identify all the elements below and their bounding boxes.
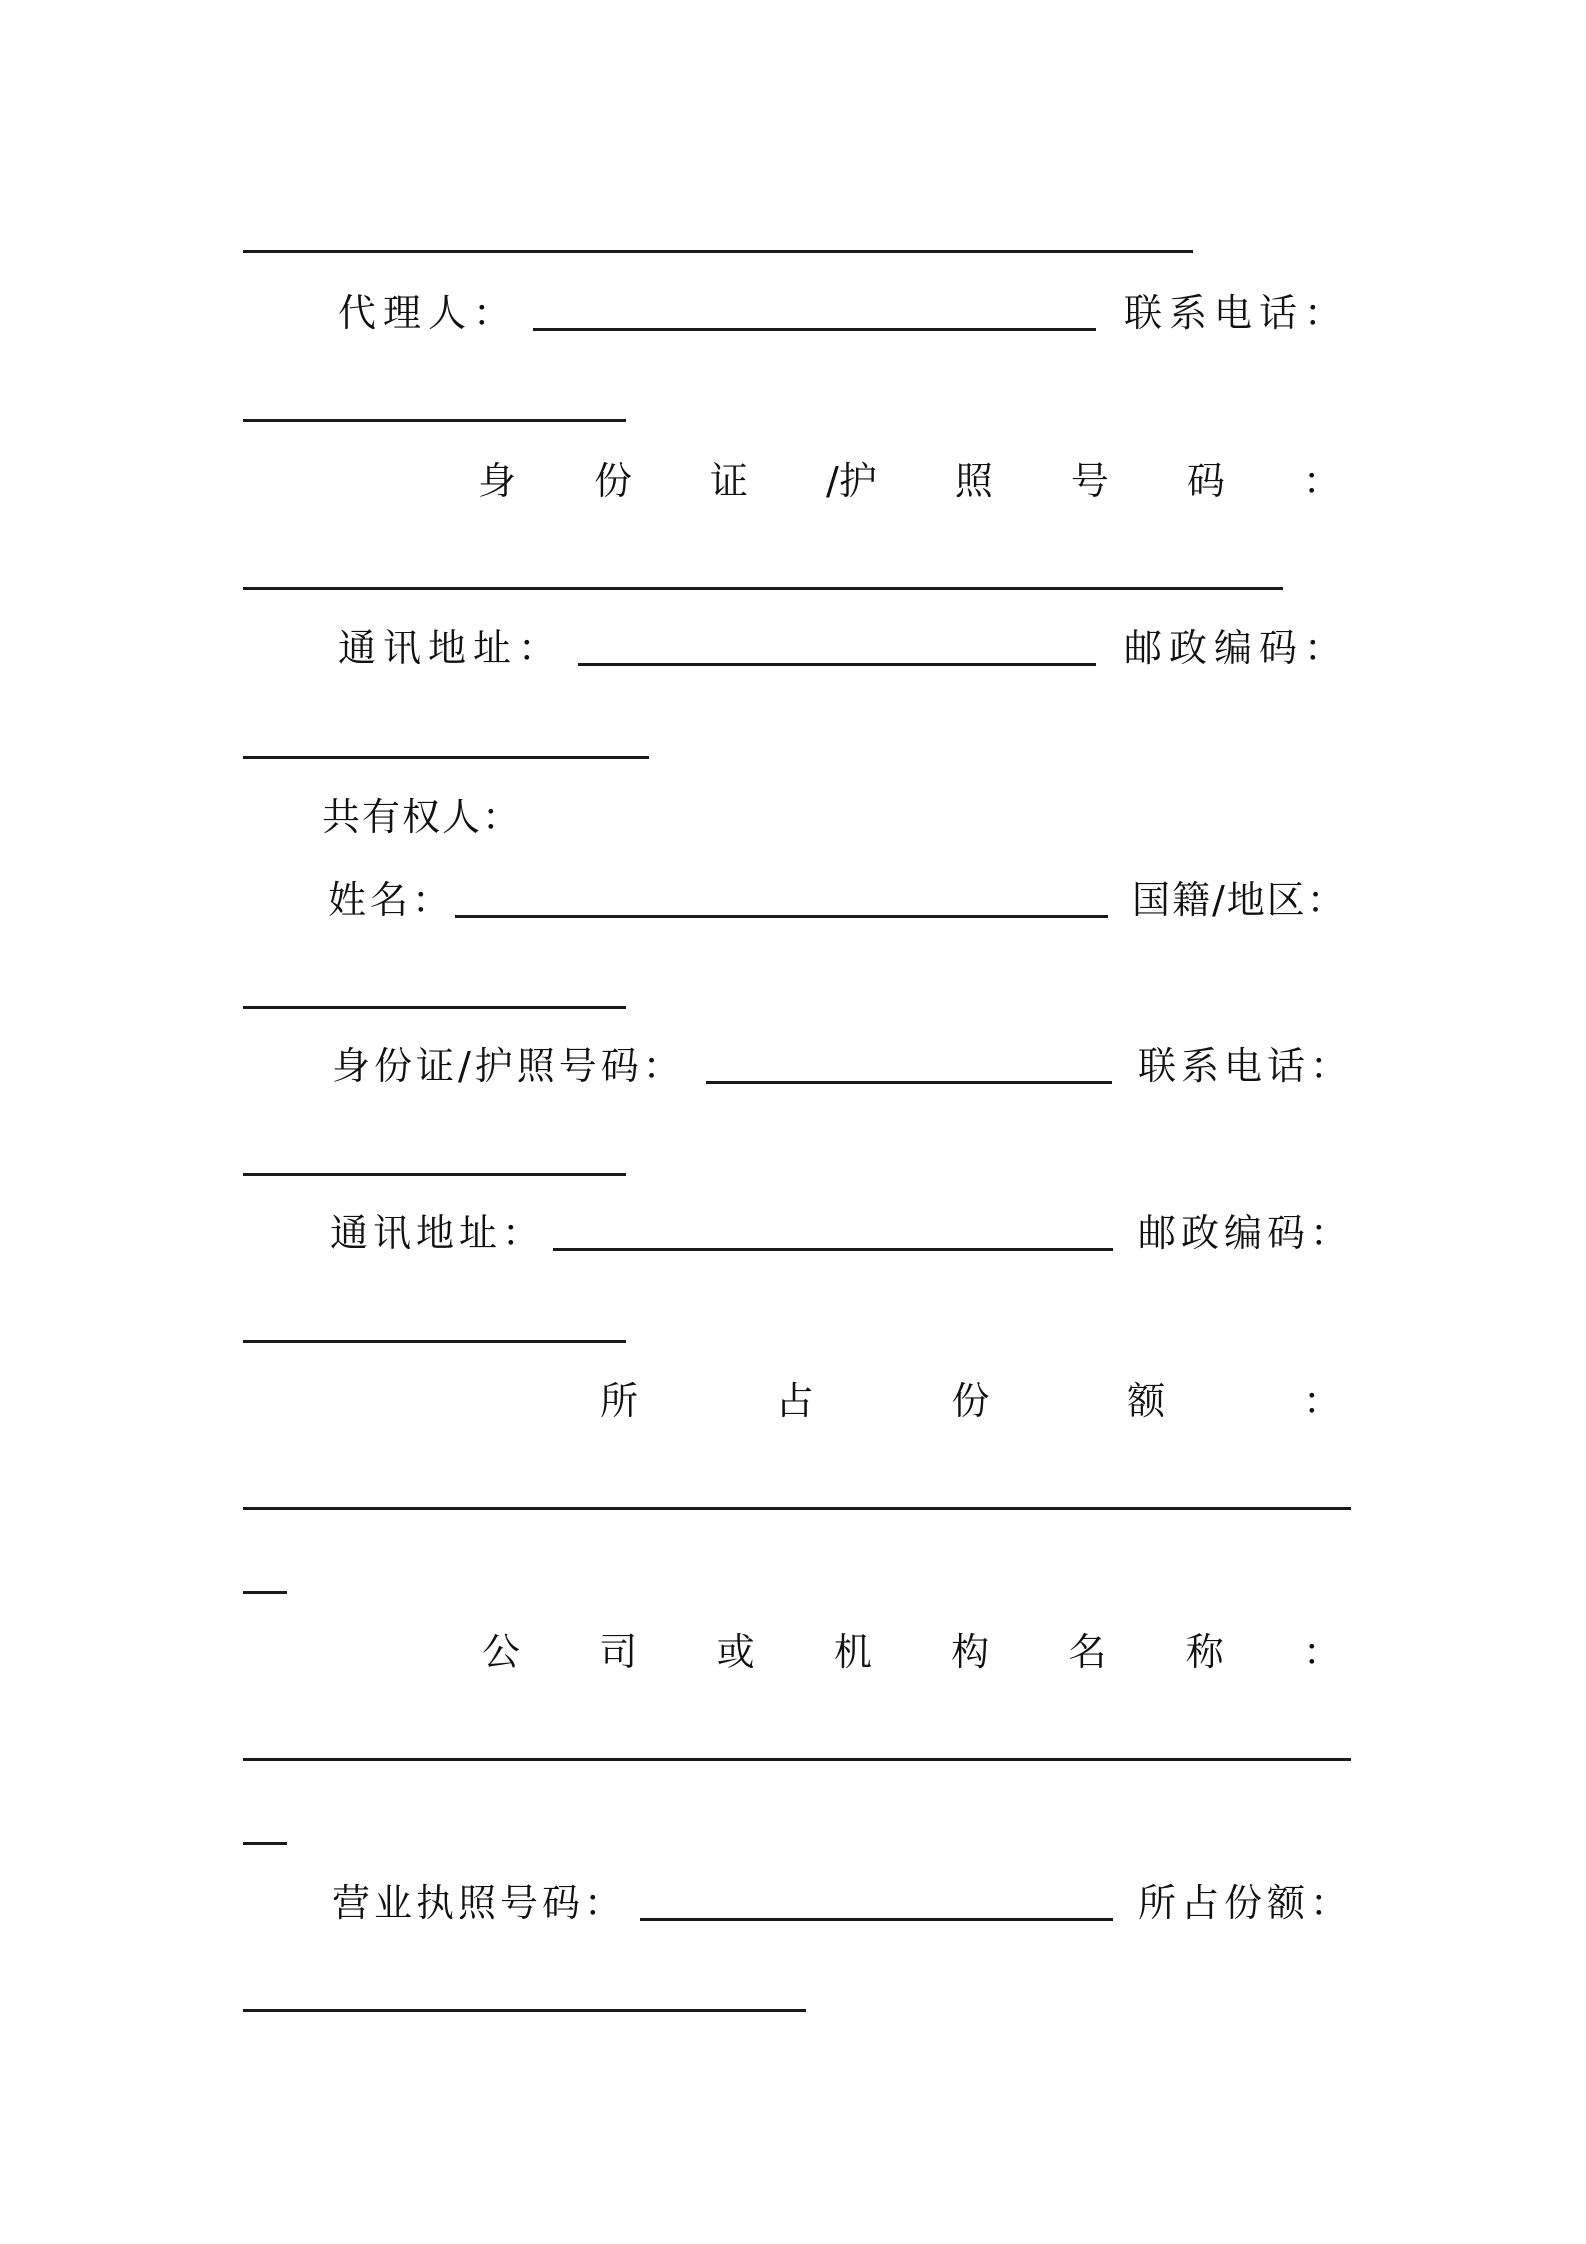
co-owner-address-field[interactable] — [553, 1248, 1113, 1251]
agent-name-field[interactable] — [533, 328, 1096, 331]
co-owner-id-row — [0, 1041, 1586, 1091]
co-owner-license-field[interactable] — [640, 1918, 1113, 1921]
co-owner-share-field[interactable] — [243, 1507, 1351, 1510]
agent-address-field[interactable] — [578, 663, 1096, 666]
co-owner-name-label: 姓名： — [328, 878, 455, 922]
co-owner-license-row — [0, 1878, 1586, 1928]
co-owner-id-field[interactable] — [706, 1081, 1112, 1084]
co-owner-heading: 共有权人： — [322, 795, 523, 839]
agent-id-row — [0, 456, 1586, 506]
co-owner-share-label-2: 所占份额： — [1138, 1881, 1354, 1925]
co-owner-org-field[interactable] — [243, 1758, 1351, 1761]
agent-address-label: 通讯地址： — [338, 626, 564, 670]
co-owner-org-row — [0, 1627, 1586, 1677]
co-owner-license-label: 营业执照号码： — [332, 1881, 627, 1925]
agent-label: 代理人： — [338, 291, 519, 335]
co-owner-share-row — [0, 1376, 1586, 1426]
co-owner-name-row — [0, 875, 1586, 925]
co-owner-address-row — [0, 1208, 1586, 1258]
co-owner-share-field-2[interactable] — [243, 2009, 806, 2012]
co-owner-nationality-label: 国籍/地区： — [1132, 878, 1347, 922]
co-owner-phone-field[interactable] — [243, 1173, 626, 1176]
co-owner-org-label: 公 司 或 机 构 名 称 ： — [482, 1630, 1341, 1674]
co-owner-id-label: 身份证/护照号码： — [332, 1044, 685, 1088]
agent-postcode-field[interactable] — [243, 756, 649, 759]
agent-id-label: 身 份 证 /护 照 号 码 ： — [478, 459, 1341, 503]
co-owner-nationality-field[interactable] — [243, 1006, 626, 1009]
agent-phone-label: 联系电话： — [1124, 291, 1350, 335]
blank-line[interactable] — [243, 250, 1193, 253]
co-owner-postcode-label: 邮政编码： — [1138, 1211, 1354, 1255]
co-owner-phone-label: 联系电话： — [1138, 1044, 1354, 1088]
co-owner-postcode-field[interactable] — [243, 1340, 626, 1343]
co-owner-row — [0, 792, 1586, 842]
agent-postcode-label: 邮政编码： — [1124, 626, 1350, 670]
co-owner-share-label: 所 占 份 额 ： — [600, 1379, 1341, 1423]
co-owner-org-field-cont[interactable] — [243, 1842, 287, 1845]
co-owner-name-field[interactable] — [455, 915, 1108, 918]
agent-phone-field[interactable] — [243, 419, 626, 422]
agent-address-row — [0, 623, 1586, 673]
co-owner-address-label: 通讯地址： — [330, 1211, 546, 1255]
agent-row — [0, 288, 1586, 338]
agent-id-field[interactable] — [243, 587, 1283, 590]
co-owner-share-field-cont[interactable] — [243, 1591, 287, 1594]
